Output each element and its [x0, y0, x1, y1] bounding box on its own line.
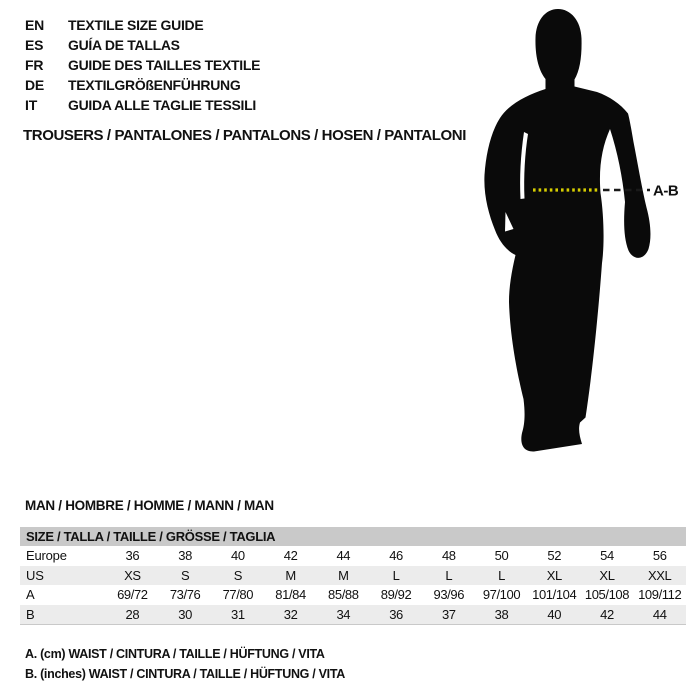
footnotes: [25, 645, 345, 684]
size-cell: 50: [494, 548, 509, 563]
size-cell: XL: [546, 567, 562, 583]
size-cell: 52: [547, 548, 562, 563]
measure-label: A-B: [653, 182, 679, 200]
size-cell: 85/88: [328, 587, 359, 602]
size-cell: 40: [231, 548, 245, 563]
language-title: GUIDE DES TAILLES TEXTILE: [68, 57, 261, 73]
size-cell: L: [445, 567, 453, 583]
size-cell: XL: [599, 567, 615, 583]
language-code: IT: [25, 97, 38, 113]
table-row-b-inches: [20, 605, 686, 625]
language-row-en: [25, 15, 260, 35]
size-cell: 36: [125, 548, 140, 563]
size-cell: XXL: [648, 567, 672, 583]
size-cell: 105/108: [584, 587, 630, 602]
row-label: B: [26, 606, 35, 622]
row-label: A: [26, 587, 35, 602]
size-cell: 69/72: [117, 587, 148, 602]
size-cell: 34: [336, 606, 351, 622]
language-title: TEXTILE SIZE GUIDE: [68, 17, 204, 33]
size-cell: 42: [600, 606, 614, 622]
man-silhouette-figure: [470, 0, 700, 470]
man-silhouette-shape: [484, 9, 650, 452]
section-title-man: MAN / HOMBRE / HOMME / MANN / MAN: [25, 498, 274, 513]
size-cell: 54: [600, 548, 614, 563]
footnote-a: A. (cm) WAIST / CINTURA / TAILLE / HÜFTUNG / VITA: [25, 647, 325, 661]
language-row-de: [25, 75, 260, 95]
size-cell: 109/112: [638, 587, 682, 602]
language-code: FR: [25, 57, 44, 73]
row-label: US: [26, 567, 44, 583]
size-cell: M: [285, 567, 296, 583]
size-cell: 37: [441, 606, 456, 622]
man-silhouette-svg: [470, 0, 700, 470]
language-row-it: [25, 95, 260, 115]
size-cell: 38: [178, 548, 192, 563]
size-cell: 42: [283, 548, 298, 563]
size-cell: S: [180, 567, 190, 583]
size-cell: 44: [652, 606, 667, 622]
size-cell: XS: [124, 567, 141, 583]
size-cell: 38: [494, 606, 509, 622]
size-cell: 32: [283, 606, 298, 622]
row-label: Europe: [26, 548, 67, 563]
size-cell: 77/80: [222, 587, 254, 602]
language-code: ES: [25, 37, 44, 53]
footnote-b: B. (inches) WAIST / CINTURA / TAILLE / HÜFTUNG / VITA: [25, 666, 345, 681]
language-title: GUIDA ALLE TAGLIE TESSILI: [68, 97, 256, 113]
size-cell: 73/76: [169, 587, 201, 602]
language-row-fr: [25, 55, 260, 75]
size-cell: 30: [178, 606, 192, 622]
size-cell: L: [498, 567, 505, 583]
table-row-us: [20, 566, 686, 586]
size-cell: 28: [125, 606, 140, 622]
size-cell: L: [392, 567, 400, 583]
table-row-a-cm: [20, 585, 686, 605]
size-cell: 81/84: [275, 587, 306, 602]
table-row-europe: [20, 546, 686, 566]
size-cell: 101/104: [532, 587, 577, 602]
size-table: [20, 527, 686, 625]
size-cell: 31: [231, 606, 245, 622]
size-cell: 89/92: [380, 587, 412, 602]
size-cell: 40: [547, 606, 562, 622]
size-cell: 48: [441, 548, 456, 563]
language-row-es: [25, 35, 260, 55]
language-legend: [25, 15, 260, 115]
size-cell: 36: [389, 606, 403, 622]
size-cell: M: [338, 567, 349, 583]
language-title: GUÍA DE TALLAS: [68, 37, 180, 53]
size-cell: 44: [336, 548, 351, 563]
language-code: DE: [25, 77, 45, 93]
size-cell: S: [233, 567, 242, 583]
size-cell: 56: [652, 548, 667, 563]
language-code: EN: [25, 17, 45, 33]
size-table-header: SIZE / TALLA / TAILLE / GRÖSSE / TAGLIA: [20, 527, 686, 546]
garment-title: TROUSERS / PANTALONES / PANTALONS / HOSEN / PANTALONI: [23, 127, 466, 144]
language-title: TEXTILGRÖßENFÜHRUNG: [68, 77, 241, 93]
size-cell: 46: [389, 548, 403, 563]
size-cell: 93/96: [433, 587, 465, 602]
size-cell: 97/100: [482, 587, 521, 602]
